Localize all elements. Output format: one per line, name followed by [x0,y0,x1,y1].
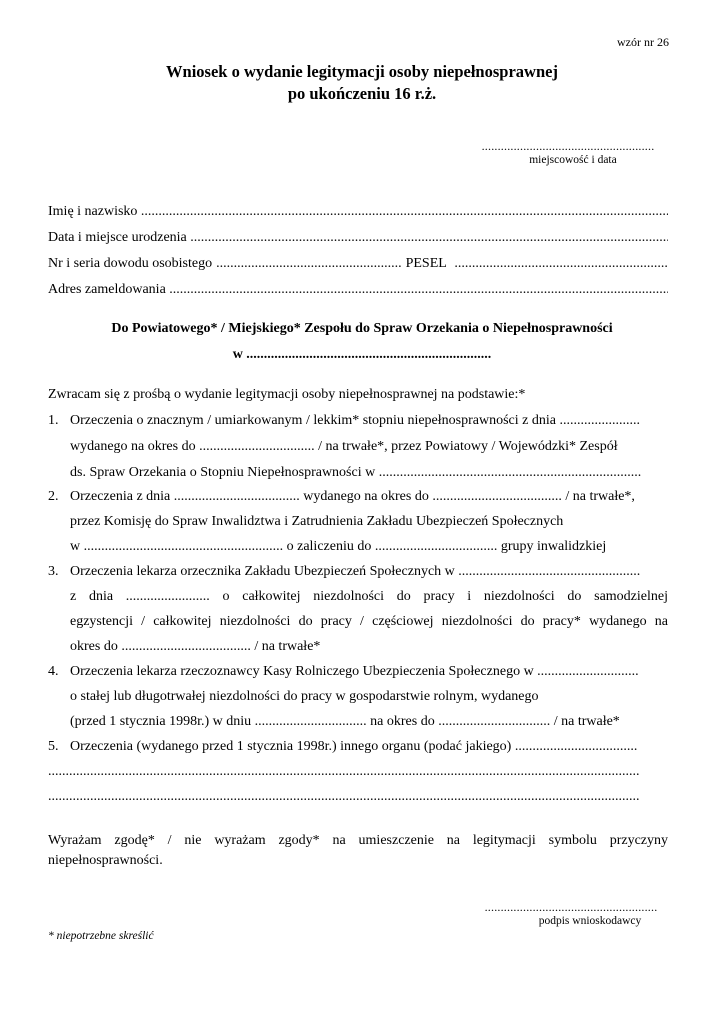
signature-field[interactable]: ...................................................... [484,900,658,914]
id-label: Nr i seria dowodu osobistego [48,256,213,271]
signature-block [474,900,668,927]
item-5-number: 5. [48,739,59,754]
signature-caption: podpis wnioskodawcy [538,915,642,927]
item-5-line-1: Orzeczenia (wydanego przed 1 stycznia 1998r.) innego organu (podać jakiego) ................................... [70,739,638,754]
form-number: wzór nr 26 [617,35,669,49]
blank-fill-line-2[interactable]: ......................................................................................................................................................................... [48,789,640,804]
birth-field[interactable] [48,230,668,246]
place-date-caption: miejscowość i data [529,154,617,166]
form-title-line-1: Wniosek o wydanie legitymacji osoby niepełnosprawnej [166,62,558,81]
pesel-label: PESEL [405,256,447,271]
pesel-fill-line[interactable] [447,256,668,272]
request-intro: Zwracam się z prośbą o wydanie legitymacji osoby niepełnosprawnej na podstawie:* [48,387,526,402]
name-field[interactable] [48,204,668,220]
addressee-line-2[interactable]: w ...................................................................... [232,347,492,362]
birth-fill-line[interactable] [187,230,668,246]
item-1-line-1: Orzeczenia o znacznym / umiarkowanym / lekkim* stopniu niepełnosprawności z dnia ....................... [70,413,640,428]
item-1-line-2: wydanego na okres do ................................. / na trwałe*, przez Powiatowy / Wojewódzki* Zespół [70,439,618,454]
blank-fill-line-1[interactable]: ......................................................................................................................................................................... [48,764,640,779]
addressee-line-1: Do Powiatowego* / Miejskiego* Zespołu do Spraw Orzekania o Niepełnosprawności [111,321,613,336]
address-label: Adres zameldowania [48,282,166,297]
item-4-line-3: (przed 1 stycznia 1998r.) w dniu ................................ na okres do ................................ / na trwałe* [70,714,620,729]
place-date-block [468,139,668,166]
item-3-number: 3. [48,564,59,579]
item-2-line-3: w ......................................................... o zaliczeniu do ................................... grupy inwalidzkiej [70,539,607,554]
item-3-line-1: Orzeczenia lekarza orzecznika Zakładu Ubezpieczeń Społecznych w .................................................... [70,564,641,579]
id-pesel-field[interactable] [48,256,668,272]
item-4-line-1: Orzeczenia lekarza rzeczoznawcy Kasy Rolniczego Ubezpieczenia Społecznego w ............................. [70,664,639,679]
item-4-line-2: o stałej lub długotrwałej niezdolności do pracy w gospodarstwie rolnym, wydanego [70,689,539,704]
place-date-field[interactable]: ...................................................... [481,139,655,153]
name-label: Imię i nazwisko [48,204,138,219]
consent-statement: Wyrażam zgodę* / nie wyrażam zgody* na umieszczenie na legitymacji symbolu przyczyny niepełnosprawności. [48,833,668,868]
footnote: * niepotrzebne skreślić [48,930,154,942]
address-fill-line[interactable] [166,282,668,298]
item-3-line-2: z dnia ........................ o całkowitej niezdolności do pracy i niezdolności do samodzielnej [70,589,668,604]
form-title-line-2: po ukończeniu 16 r.ż. [287,84,437,103]
item-2-line-2: przez Komisję do Spraw Inwalidztwa i Zatrudnienia Zakładu Ubezpieczeń Społecznych [70,514,564,529]
birth-label: Data i miejsce urodzenia [48,230,187,245]
item-1-line-3: ds. Spraw Orzekania o Stopniu Niepełnosprawności w ........................................................................... [70,465,642,480]
item-1-number: 1. [48,413,59,428]
item-4-number: 4. [48,664,59,679]
item-3-line-4: okres do ..................................... / na trwałe* [70,639,321,654]
item-3-line-3: egzystencji / całkowitej niezdolności do pracy / częściowej niezdolności do pracy* wydanego na [70,614,668,629]
address-field[interactable] [48,282,668,298]
name-fill-line[interactable] [137,204,668,220]
id-fill-line[interactable]: ..................................................... [216,256,402,271]
item-2-number: 2. [48,489,59,504]
item-2-line-1: Orzeczenia z dnia .................................... wydanego na okres do ..................................... / na trwałe*, [70,489,635,504]
